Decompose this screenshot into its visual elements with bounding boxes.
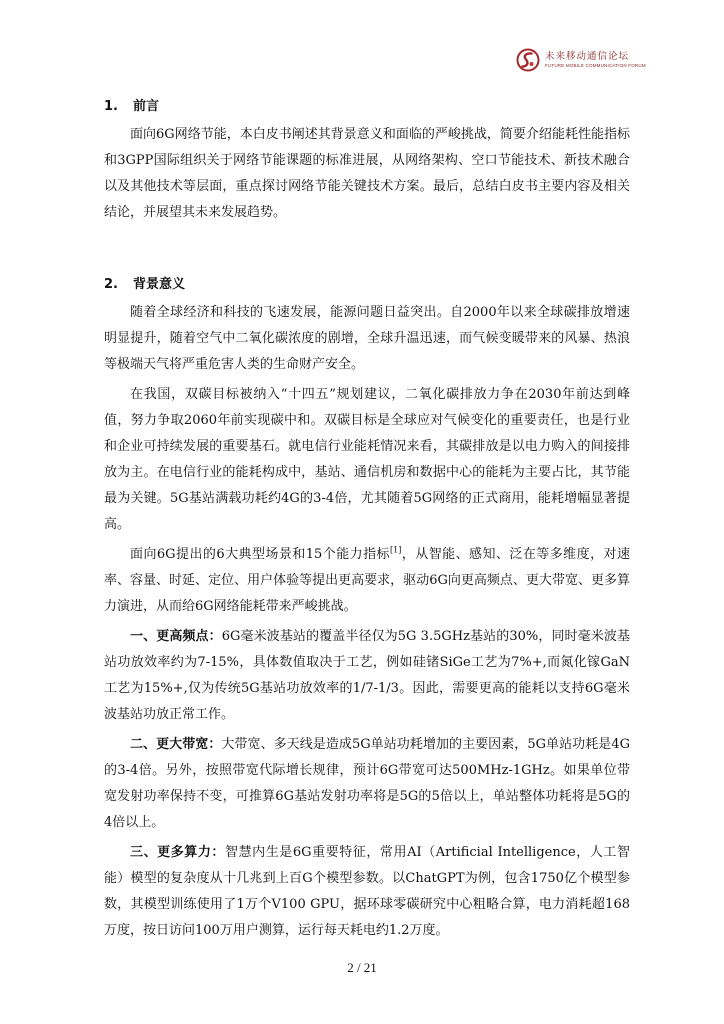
logo-chinese-name: 未来移动通信论坛 (545, 51, 630, 62)
document-body (104, 92, 630, 944)
section-title: 前言 (133, 99, 160, 114)
point-text: 大带宽、多天线是造成5G单站功耗增加的主要因素，5G单站功耗是4G的3-4倍。另外，按照带宽代际增长规律，预计6G带宽可达500MHz-1GHz。如果单位带宽发射功率保持不变，可推算6G基站发射功率将是5G的5倍以上，单站整体功耗将是5G的4倍以上。 (104, 737, 630, 830)
cite-text-before: 面向6G提出的6大典型场景和15个能力指标 (130, 547, 390, 562)
point-larger-bandwidth (104, 732, 630, 836)
preface-paragraph: 面向6G网络节能，本白皮书阐述其背景意义和面临的严峻挑战，简要介绍能耗性能指标和3GPP国际组织关于网络节能课题的标准进展，从网络架构、空口节能技术、新技术融合以及其他技术等层面，重点探讨网络节能关键技术方案。最后，总结白皮书主要内容及相关结论，并展望其未来发展趋势。 (104, 127, 630, 220)
point-lead: 三、更多算力： (130, 845, 225, 860)
section-heading-preface (104, 92, 630, 122)
point-higher-frequency (104, 624, 630, 728)
point-more-compute (104, 840, 630, 944)
section-number: 1. (104, 99, 118, 114)
header-logo (516, 48, 646, 72)
point-text: 6G毫米波基站的覆盖半径仅为5G 3.5GHz基站的30%，同时毫米波基站功放效率约为7-15%，具体数值取决于工艺，例如硅锗SiGe工艺为7%+,而氮化镓GaN工艺为15%+,仅为传统5G基站功放效率的1/7-1/3。因此，需要更高的能耗以支持6G毫米波基站功放正常工作。 (104, 629, 630, 722)
point-text: 智慧内生是6G重要特征，常用AI（Artificial Intelligence，人工智能）模型的复杂度从十几兆到上百G个模型参数。以ChatGPT为例，包含1750亿个模型参数，其模型训练使用了1万个V100 GPU，据环球零碳研究中心粗略合算，电力消耗超168万度，按日访问100万用户测算，运行每天耗电约1.2万度。 (104, 845, 630, 938)
section-number: 2. (104, 277, 118, 292)
forum-logo-icon (516, 48, 540, 72)
background-paragraph-2: 在我国，双碳目标被纳入“十四五”规划建议，二氧化碳排放力争在2030年前达到峰值，努力争取2060年前实现碳中和。双碳目标是全球应对气候变化的重要责任，也是行业和企业可持续发展的重要基石。就电信行业能耗情况来看，其碳排放是以电力购入的间接排放为主。在电信行业的能耗构成中，基站、通信机房和数据中心的能耗为主要占比，其节能最为关键。5G基站满载功耗约4G的3-4倍，尤其随着5G网络的正式商用，能耗增幅显著提高。 (104, 387, 630, 532)
section-heading-background (104, 270, 630, 300)
background-paragraph-1: 随着全球经济和科技的飞速发展，能源问题日益突出。自2000年以来全球碳排放增速明显提升，随着空气中二氧化碳浓度的剧增，全球升温迅速，而气候变暖带来的风暴、热浪等极端天气将严重危害人类的生命财产安全。 (104, 305, 630, 372)
logo-english-name: FUTURE MOBILE COMMUNICATION FORUM (545, 63, 646, 68)
page-number: 2 / 21 (347, 960, 377, 975)
cite-text-after: ，从智能、感知、泛在等多维度，对速率、容量、时延、定位、用户体验等提出更高要求，驱动6G向更高频点、更大带宽、更多算力演进，从而给6G网络能耗带来严峻挑战。 (104, 547, 630, 614)
section-title: 背景意义 (133, 277, 186, 292)
point-lead: 二、更大带宽： (130, 737, 222, 752)
background-paragraph-3 (104, 542, 630, 620)
point-lead: 一、更高频点： (130, 629, 222, 644)
citation-reference-link[interactable]: [1] (390, 545, 402, 555)
